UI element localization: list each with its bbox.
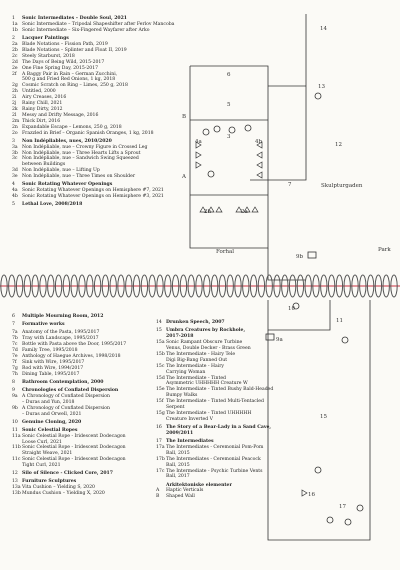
plan-circle (245, 125, 251, 131)
entry-title: Sonic Rotating Whatever Openings on Hemisphere #3, 2021 (22, 194, 164, 200)
entry-title: Genuine Cloning, 2020 (22, 419, 82, 425)
entry-title: Sonic Rampant Obscure Turbine (166, 340, 243, 346)
entry-title: Bottle with Pasta above the Door, 1995/2017 (22, 342, 127, 348)
entry-title: Family Tree, 1995/2018 (22, 348, 78, 354)
entry-number: 7f (12, 359, 17, 365)
plan-label: 9b (296, 254, 304, 260)
entry-number: 2c (12, 53, 18, 59)
entry-title: Frazzled in Brief – Organic Spanish Oranges, 1 kg, 2018 (22, 130, 154, 136)
entry-title: Loose Curl, 2021 (22, 439, 62, 445)
entry-title: The Intermediate - Tinted UHHHHH (166, 410, 252, 416)
entry-number: 5 (12, 202, 15, 208)
entry-title: The Intermediate - Hairy (166, 363, 225, 369)
entry-title: The Intermediate - Tinted (166, 375, 226, 381)
plan-circle (342, 337, 348, 343)
entry-number: 2j (12, 101, 17, 107)
plan-triangle (257, 162, 262, 168)
entry-title: Cosmic Scratch on Ring – Limes, 250 g, 2018 (22, 83, 128, 89)
entry-number: 9a (12, 393, 18, 399)
plan-box-9b (308, 252, 316, 258)
entry-title: Shaped Wall (166, 494, 195, 500)
entry-number: 3b (12, 150, 18, 156)
entry-number: 7a (12, 330, 18, 336)
plan-label: 2h (204, 209, 212, 215)
plan-label: 3 (227, 134, 231, 140)
plan-triangle (216, 207, 222, 212)
entry-number: 7g (12, 365, 18, 371)
entry-number: 2g (12, 83, 18, 89)
entry-number: 17b (156, 456, 165, 462)
entry-title: Venus, Double Decker - Brass Green (166, 346, 251, 351)
entry-title: A Baggy Pair in Rain – German Zucchini, (22, 71, 118, 77)
entry-title: 2009/2011 (166, 430, 194, 436)
plan-label: 15 (320, 414, 327, 420)
entry-number: 17 (156, 438, 162, 444)
entry-number: 11c (12, 457, 21, 463)
entry-number: 3d (12, 168, 18, 174)
entry-number: 2k (12, 106, 18, 112)
entry-number: 2b (12, 47, 18, 53)
entry-title: Furniture Sculptures (22, 479, 77, 485)
entry-number: 3c (12, 156, 18, 162)
entry-title: The Intermediates - Ceremonial Pom-Pom (166, 444, 264, 450)
entry-title: A Chronology of Conflated Dispersion (22, 405, 111, 411)
entry-title: Sonic Rotating Whatever Openings (22, 182, 113, 188)
entry-number: A (156, 488, 160, 494)
entry-title: Asymmetric UHHHHH Creature W (166, 381, 248, 387)
entry-number: 13 (12, 479, 18, 485)
entry-title: Creature Inverted V (166, 416, 213, 422)
entry-title: Steely Starburst, 2018 (22, 53, 75, 59)
entry-title: Non Indépliable, nue – Lifting Up (22, 168, 100, 174)
entry-title: Rainy Dirty, 2012 (22, 106, 63, 112)
entry-title: 2017-2018 (166, 334, 194, 340)
entry-number: 3a (12, 144, 18, 150)
plan-label: 10 (288, 306, 295, 312)
entry-number: 4b (12, 194, 18, 200)
entry-number: 7h (12, 371, 18, 377)
entry-number: 15a (156, 340, 165, 346)
entry-number: 15d (156, 375, 165, 381)
plan-label: 11 (336, 318, 343, 324)
entry-number: 9 (12, 387, 15, 393)
entry-title: Non Indépliable, nue – Three Times on Shoulder (22, 174, 136, 180)
entry-title: Non Indépliable, nue – Sandwich Swing Squeezed (22, 156, 139, 162)
entry-number: 15f (156, 399, 164, 405)
entry-title: Non Indépliables, nues, 2010/2020 (22, 138, 112, 144)
plan-wall-main-room (190, 66, 268, 248)
entry-title: Arkitektoniske elementer (166, 482, 232, 488)
entry-number: 1a (12, 22, 18, 28)
entry-title: A Chronology of Conflated Dispersion (22, 393, 111, 399)
entry-title: The Intermediates (166, 438, 214, 444)
plan-wall (250, 14, 306, 180)
entry-number: 7c (12, 342, 18, 348)
entry-number: 2n (12, 124, 18, 130)
entry-title: Sonic Intermediate – Six-Fingered Wayfarer after Arko (22, 28, 150, 33)
entry-number: 7d (12, 348, 18, 354)
entry-number: 2h (12, 89, 18, 95)
entry-title: – Duras and Orwell, 2021 (22, 411, 82, 417)
entry-number: 2e (12, 65, 18, 71)
entry-title: Umbra Creatures by Rockhole, (166, 328, 246, 334)
entry-title: Serpent (166, 405, 185, 411)
plan-triangle (196, 152, 201, 158)
entry-title: Sonic Celestial Ropes (22, 427, 78, 433)
entry-title: Bathroom Contemplation, 2000 (22, 379, 104, 385)
plan-label: 9a (276, 337, 283, 343)
entry-title: between Buildings (22, 162, 66, 168)
entry-title: Chronologies of Conflated Dispersion (22, 387, 119, 393)
entry-title: Ball, 2015 (166, 462, 190, 468)
entry-title: Blade Notations – Splinter and Float II, 2019 (22, 47, 127, 53)
entry-title: Sonic Intermediate – Tripodal Shapeshifter after Ferlov Mancoba (22, 22, 175, 28)
entry-number: 11 (12, 427, 18, 433)
entry-title: Rainy Chill, 2021 (22, 101, 63, 107)
entry-title: Drunken Speech, 2007 (166, 320, 225, 326)
entry-title: Expandable Escape – Lemons, 250 g, 2018 (22, 124, 122, 130)
plan-label: Forhal (216, 249, 235, 255)
plan-label: B (182, 114, 187, 120)
plan-wall-lower-hall (268, 300, 370, 540)
entry-number: 4a (12, 188, 18, 194)
entry-title: The Intermediate - Psychic Turbine Vents (166, 468, 263, 474)
entry-title: Sonic Celestial Rope - Iridescent Dodecagon (22, 445, 126, 451)
entry-title: Sonic Celestial Rope - Iridescent Dodecagon (22, 457, 126, 463)
entry-title: Formative works (22, 322, 65, 328)
entry-title: Ball, 2017 (166, 474, 190, 480)
entry-title: Carrying Woman (166, 369, 206, 375)
entry-title: Ball, 2015 (166, 450, 190, 456)
entry-title: The Intermediates - Ceremonial Peacock (166, 456, 261, 462)
plan-triangle (257, 152, 262, 158)
plan-label: 12 (335, 142, 342, 148)
plan-circle (315, 467, 321, 473)
entry-number: B (156, 494, 160, 500)
entry-title: Mundus Cushion – Yielding X, 2020 (22, 491, 105, 497)
entry-title: Non Indépliable, nue – Crowny Figure in Crossed Leg (22, 144, 148, 150)
entry-title: The Days of Being Wild, 2015-2017 (22, 59, 105, 65)
entry-title: Multiple Mourning Room, 2012 (22, 314, 104, 320)
entry-number: 2o (12, 130, 18, 136)
entry-title: Tight Curl, 2021 (22, 463, 61, 469)
entry-title: The Story of a Bear-Lady in a Sand Cave, (166, 424, 272, 430)
entry-number: 6 (12, 314, 15, 320)
plan-label: Skulpturgaden (321, 183, 363, 189)
plan-label: 2a (241, 209, 248, 215)
entry-title: Thick Dirt, 2016 (22, 118, 61, 124)
entry-title: Sonic Intermediates – Double Soul, 2021 (22, 16, 127, 22)
entry-title: Messy and Drifty Message, 2016 (22, 112, 99, 118)
entry-number: 2 (12, 36, 15, 42)
plan-circle (327, 517, 333, 523)
entry-title: Untitled, 2000 (22, 89, 56, 95)
entry-number: 2m (12, 118, 20, 124)
entry-title: The Intermediate - Tinted Bushy Bald-Headed (166, 387, 274, 393)
entry-title: Sonic Celestial Rope - Iridescent Dodecagon (22, 433, 126, 439)
plan-label: 4b (255, 139, 263, 145)
plan-triangle (196, 162, 201, 168)
entry-title: Non Indépliable, nue – Three Hearts Lifts a Sprout (22, 150, 141, 156)
entry-title: – Duras and Yun, 2018 (22, 399, 75, 405)
entry-number: 7b (12, 336, 18, 342)
entry-title: Airy Creases, 2016 (22, 95, 67, 101)
entry-title: Anthology of Haegue Archives, 1998/2018 (22, 354, 121, 359)
entry-title: Digi Big-Bang Fanned Out (166, 357, 228, 363)
entry-title: Vita Cushion – Yielding S, 2020 (22, 485, 95, 491)
entry-title: Anatomy of the Pasta, 1995/2017 (22, 330, 100, 336)
entry-number: 2f (12, 71, 17, 77)
entry-title: Rod with Wire, 1994/2017 (22, 365, 84, 371)
entry-number: 3 (12, 138, 15, 144)
entry-title: The Intermediate - Hairy Tele (166, 351, 236, 357)
entry-number: 7 (12, 322, 15, 328)
plan-label: Park (378, 247, 391, 253)
entry-number: 3e (12, 174, 18, 180)
entry-title: Sink with Wire, 1995/2017 (22, 359, 85, 365)
entry-number: 17a (156, 444, 165, 450)
entry-number: 1 (12, 16, 15, 22)
entry-number: 2i (12, 95, 17, 101)
entry-number: 2d (12, 59, 18, 65)
plan-circle (345, 519, 351, 525)
plan-label: 6 (227, 72, 231, 78)
plan-label: A (182, 174, 186, 180)
entry-title: Haptic Verticals (166, 488, 204, 494)
spiral-binding (0, 268, 400, 304)
plan-triangle (252, 207, 258, 212)
plan-circle (214, 126, 220, 132)
entry-number: 9b (12, 405, 18, 411)
entry-title: Tray with Landscape, 1995/2017 (22, 336, 99, 342)
entry-title: Sonic Rotating Whatever Openings on Hemisphere #7, 2021 (22, 188, 164, 194)
plan-box-9a (266, 334, 274, 340)
plan-circle (208, 171, 214, 177)
plan-label: 16 (308, 492, 315, 498)
entry-title: One Fine Spring Day, 2015-2017 (22, 65, 99, 71)
entry-title: 500 g and Fried Red Onions, 1 kg, 2018 (22, 77, 116, 83)
plan-circle (357, 505, 363, 511)
plan-label: 13 (318, 84, 325, 90)
entry-number: 11b (12, 445, 21, 451)
plan-label: 14 (320, 26, 327, 32)
plan-circle (203, 129, 209, 135)
entry-number: 7e (12, 354, 18, 359)
entry-number: 12 (12, 471, 18, 477)
plan-label: 5 (227, 102, 231, 108)
entry-title: Lacquer Paintings (22, 36, 69, 42)
entry-title: Bumpy Walks (166, 393, 198, 399)
entry-title: Straight Weave, 2021 (22, 451, 73, 457)
entry-title: Dining Table, 1995/2017 (22, 371, 80, 377)
entry-number: 15g (156, 410, 165, 416)
entry-number: 11a (12, 433, 21, 439)
entry-title: Blade Notations – Fission Path, 2019 (22, 42, 108, 47)
entry-number: 2l (12, 112, 17, 118)
entry-number: 15b (156, 351, 165, 357)
plan-label: 4a (195, 139, 202, 145)
entry-number: 15 (156, 328, 162, 334)
entry-number: 15e (156, 387, 165, 393)
plan-circle (315, 93, 321, 99)
entry-number: 4 (12, 182, 15, 188)
entry-title: Silo of Silence - Clicked Core, 2017 (22, 471, 113, 477)
entry-number: 13b (12, 491, 21, 497)
entry-title: The Intermediate - Tinted Multi-Tentacled (166, 399, 264, 405)
entry-number: 16 (156, 424, 162, 430)
entry-number: 17c (156, 468, 165, 474)
entry-number: 14 (156, 320, 162, 326)
entry-title: Lethal Love, 2008/2018 (22, 202, 83, 208)
entry-number: 2a (12, 42, 18, 47)
entry-number: 13a (12, 485, 21, 491)
plan-label: 7 (288, 182, 292, 188)
plan-triangle (302, 490, 307, 496)
entry-number: 8 (12, 379, 15, 385)
entry-number: 1b (12, 28, 18, 33)
entry-number: 15c (156, 363, 165, 369)
plan-label: 17 (339, 504, 346, 510)
entry-number: 10 (12, 419, 18, 425)
plan-circle (229, 127, 235, 133)
plan-triangle (257, 172, 262, 178)
